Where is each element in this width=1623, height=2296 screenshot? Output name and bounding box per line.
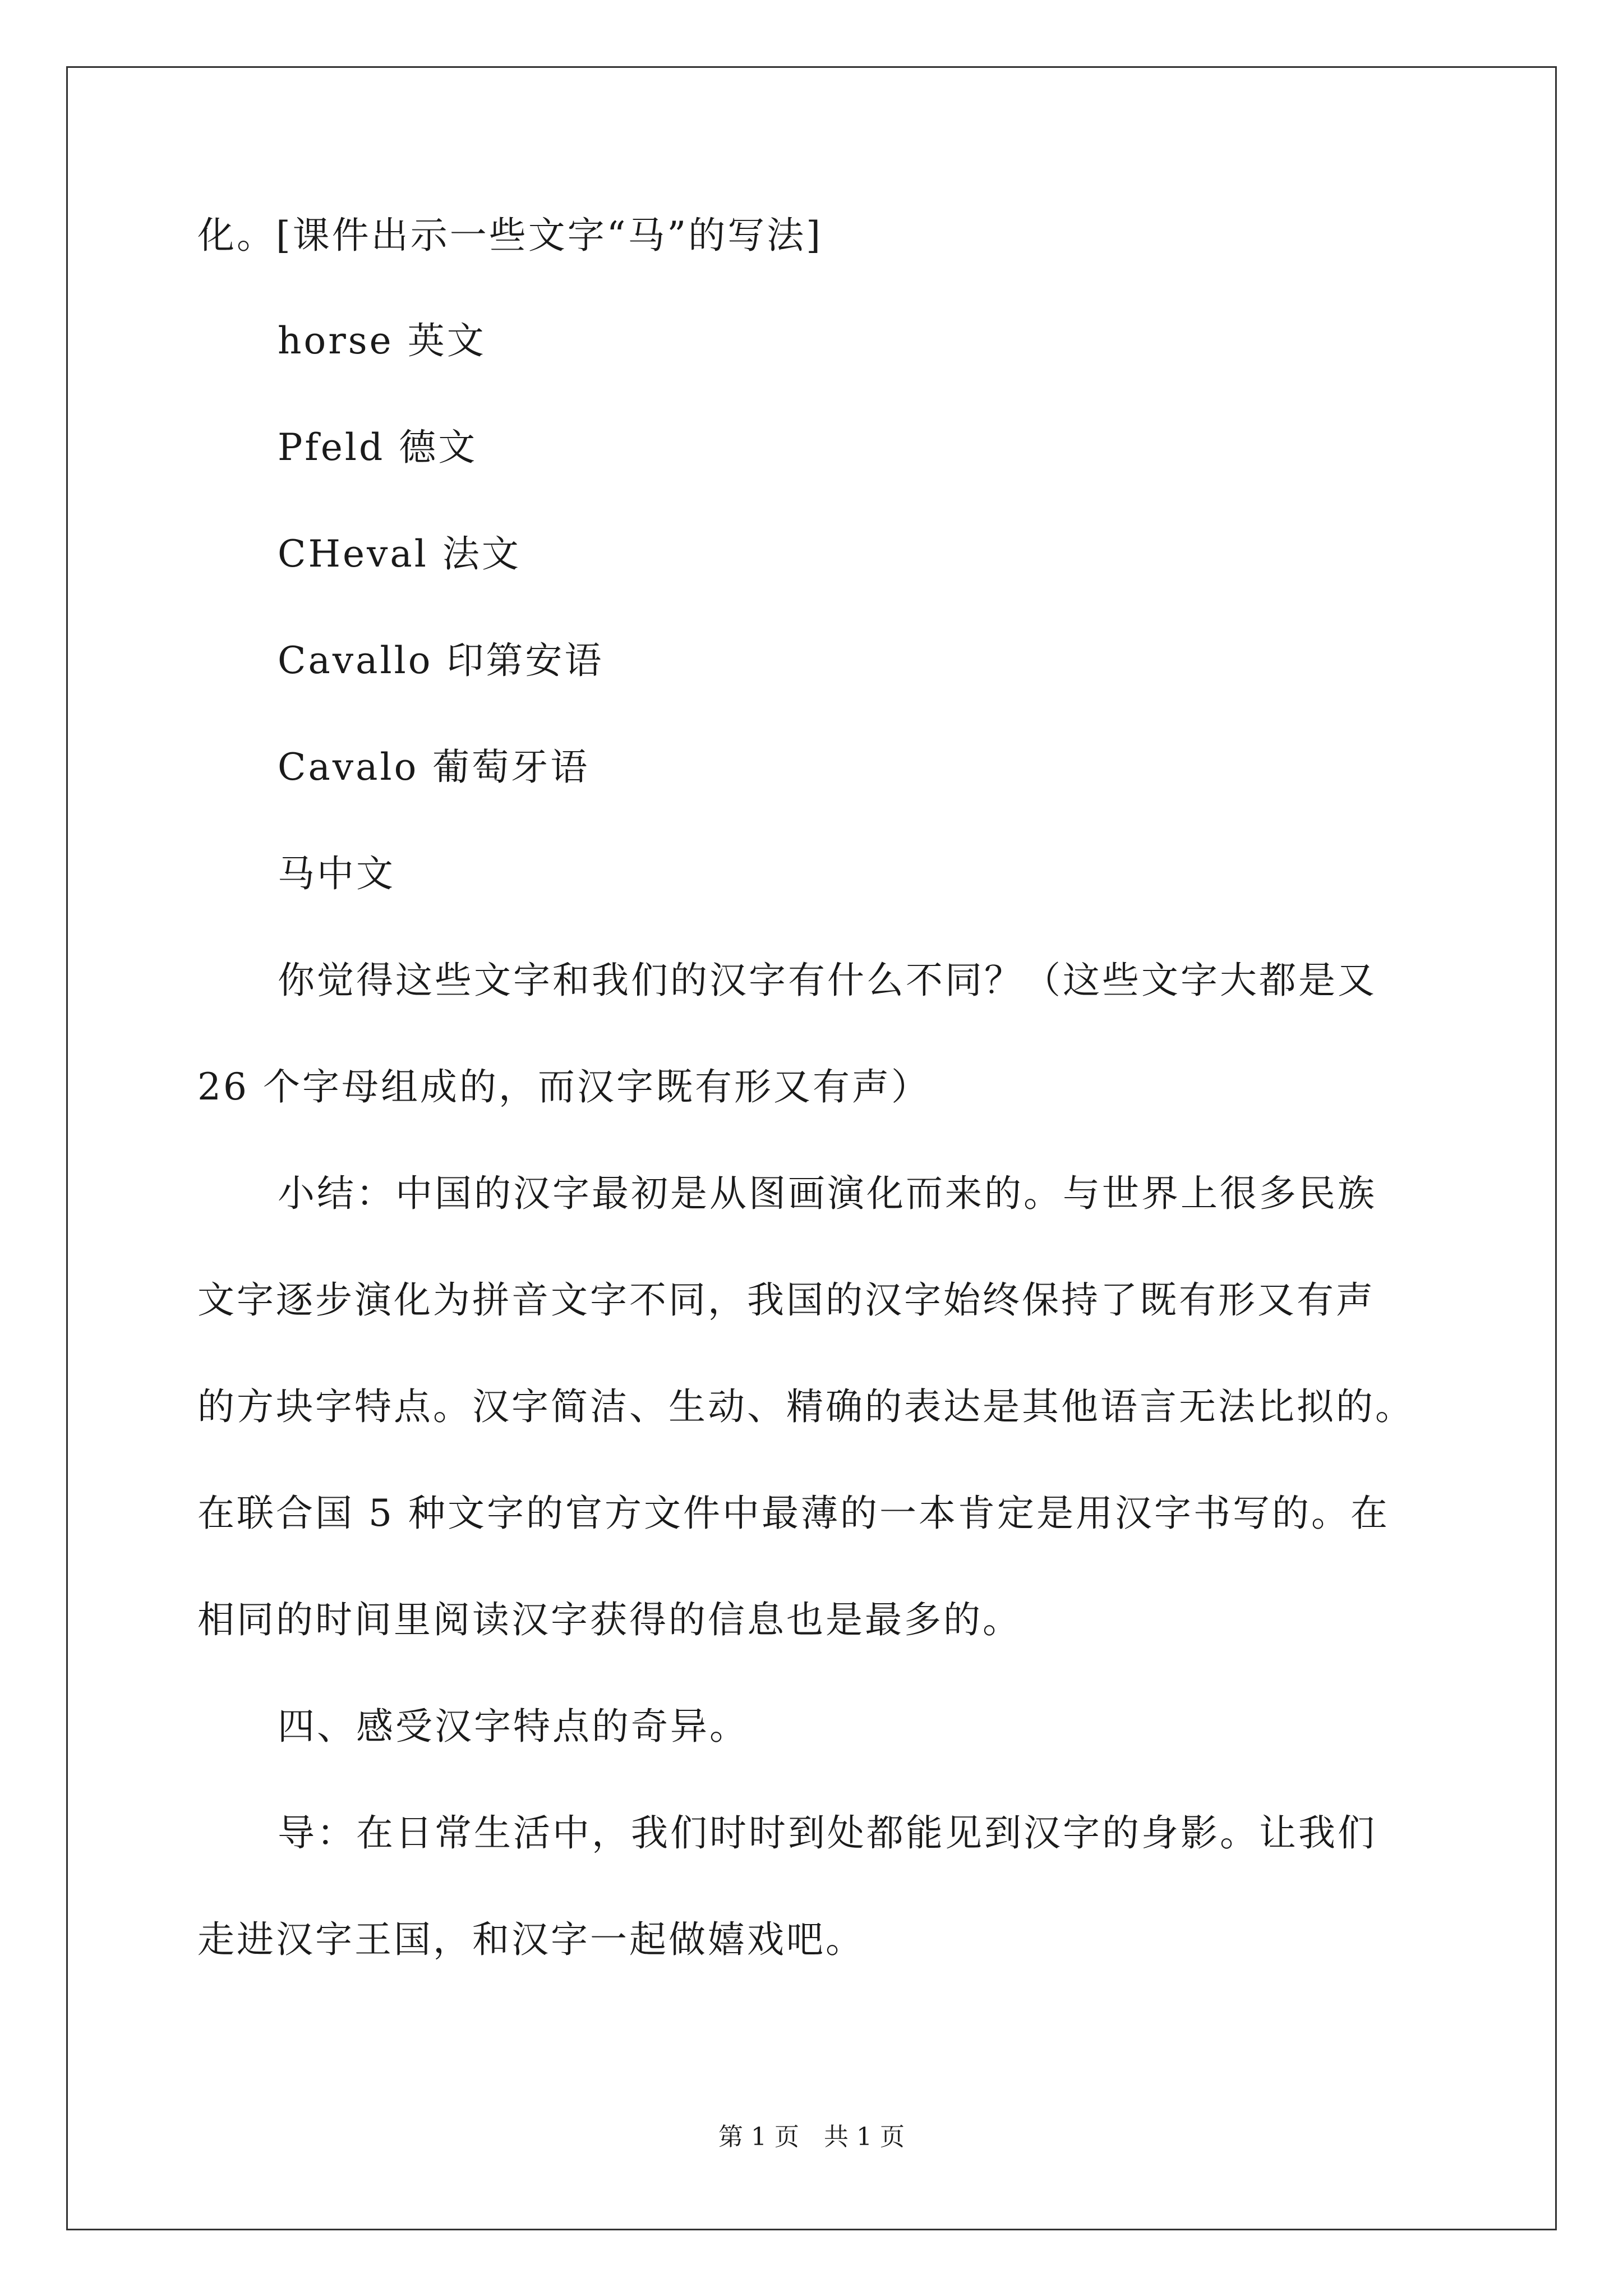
text-line: horse 英文 xyxy=(278,319,486,362)
page-border xyxy=(66,66,1557,2230)
text-line: 文字逐步演化为拼音文字不同，我国的汉字始终保持了既有形又有声 xyxy=(197,1278,1375,1322)
text-line: Cavallo 印第安语 xyxy=(278,639,604,682)
text-line: 相同的时间里阅读汉字获得的信息也是最多的。 xyxy=(197,1598,1022,1641)
text-line: 导：在日常生活中，我们时时到处都能见到汉字的身影。让我们 xyxy=(278,1811,1377,1855)
text-line: 在联合国 5 种文字的官方文件中最薄的一本肯定是用汉字书写的。在 xyxy=(197,1492,1390,1535)
text-line: CHeval 法文 xyxy=(278,532,521,576)
text-line: 马中文 xyxy=(278,852,395,895)
text-line: Pfeld 德文 xyxy=(278,426,478,469)
text-line: 你觉得这些文字和我们的汉字有什么不同？（这些文字大都是又 xyxy=(278,959,1377,1002)
text-line: 走进汉字王国，和汉字一起做嬉戏吧。 xyxy=(197,1918,865,1961)
text-line: 四、感受汉字特点的奇异。 xyxy=(278,1705,749,1748)
page-footer: 第 1 页 共 1 页 xyxy=(718,2123,905,2151)
text-line: 的方块字特点。汉字简洁、生动、精确的表达是其他语言无法比拟的。 xyxy=(197,1385,1414,1428)
text-line: 化。[课件出示一些文字“马”的写法] xyxy=(197,214,823,257)
text-line: Cavalo 葡萄牙语 xyxy=(278,746,590,789)
text-line: 小结：中国的汉字最初是从图画演化而来的。与世界上很多民族 xyxy=(278,1172,1377,1215)
text-line: 26 个字母组成的，而汉字既有形又有声） xyxy=(197,1065,930,1108)
